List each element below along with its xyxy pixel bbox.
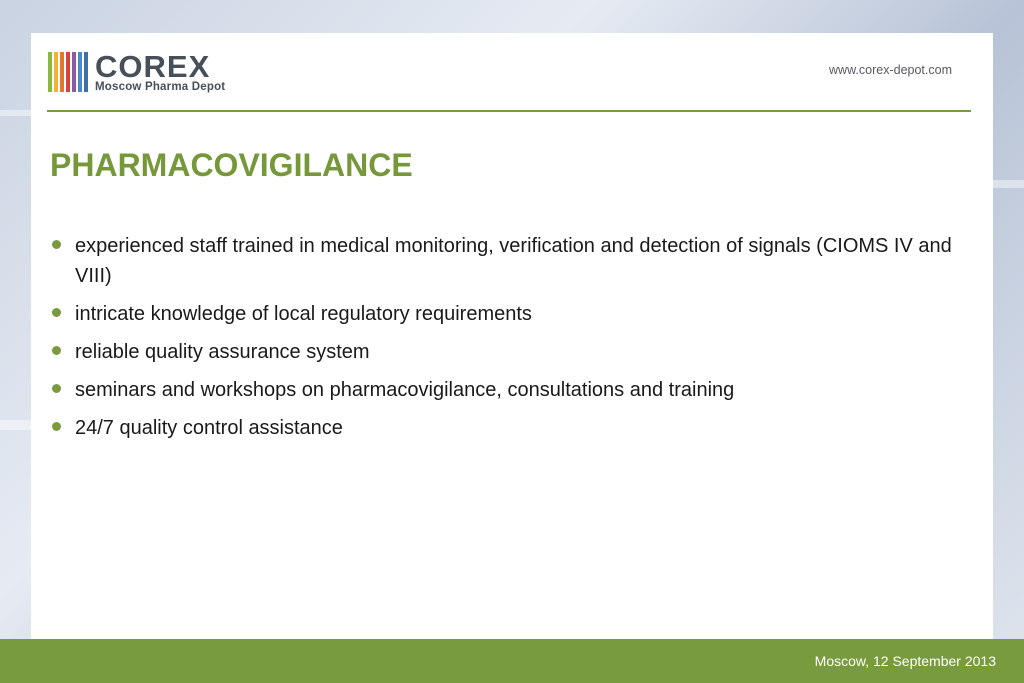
bullet-dot-icon xyxy=(52,422,61,431)
logo-bar xyxy=(60,52,64,92)
bullet-item xyxy=(50,299,970,329)
bullet-text: 24/7 quality control assistance xyxy=(75,417,343,439)
logo-bar xyxy=(84,52,88,92)
bullet-text: experienced staff trained in medical monitoring, verification and detection of signals (CIOMS IV and VIII) xyxy=(75,235,952,287)
slide-title: PHARMACOVIGILANCE xyxy=(50,147,413,183)
website-url: www.corex-depot.com xyxy=(829,63,952,77)
bullet-dot-icon xyxy=(52,346,61,355)
corex-logo xyxy=(48,49,226,93)
bullet-text: reliable quality assurance system xyxy=(75,341,370,363)
footer-bar xyxy=(0,639,1024,683)
header-divider xyxy=(47,110,971,112)
bullet-text: seminars and workshops on pharmacovigilance, consultations and training xyxy=(75,379,735,401)
bullet-text: intricate knowledge of local regulatory requirements xyxy=(75,303,532,325)
bullet-item xyxy=(50,337,970,367)
logo-bar xyxy=(54,52,58,92)
footer-date: Moscow, 12 September 2013 xyxy=(814,653,996,669)
bullet-dot-icon xyxy=(52,308,61,317)
bullet-item xyxy=(50,375,970,405)
bullet-dot-icon xyxy=(52,384,61,393)
bullet-item xyxy=(50,231,970,291)
bullet-list xyxy=(50,231,970,451)
logo-bar xyxy=(72,52,76,92)
logo-bar xyxy=(78,52,82,92)
logo-subtitle: Moscow Pharma Depot xyxy=(95,81,226,93)
logo-bars-icon xyxy=(48,52,88,92)
logo-bar xyxy=(48,52,52,92)
logo-bar xyxy=(66,52,70,92)
slide-panel xyxy=(31,33,993,639)
bullet-dot-icon xyxy=(52,240,61,249)
logo-wordmark: COREX xyxy=(95,49,211,84)
bullet-item xyxy=(50,413,970,443)
